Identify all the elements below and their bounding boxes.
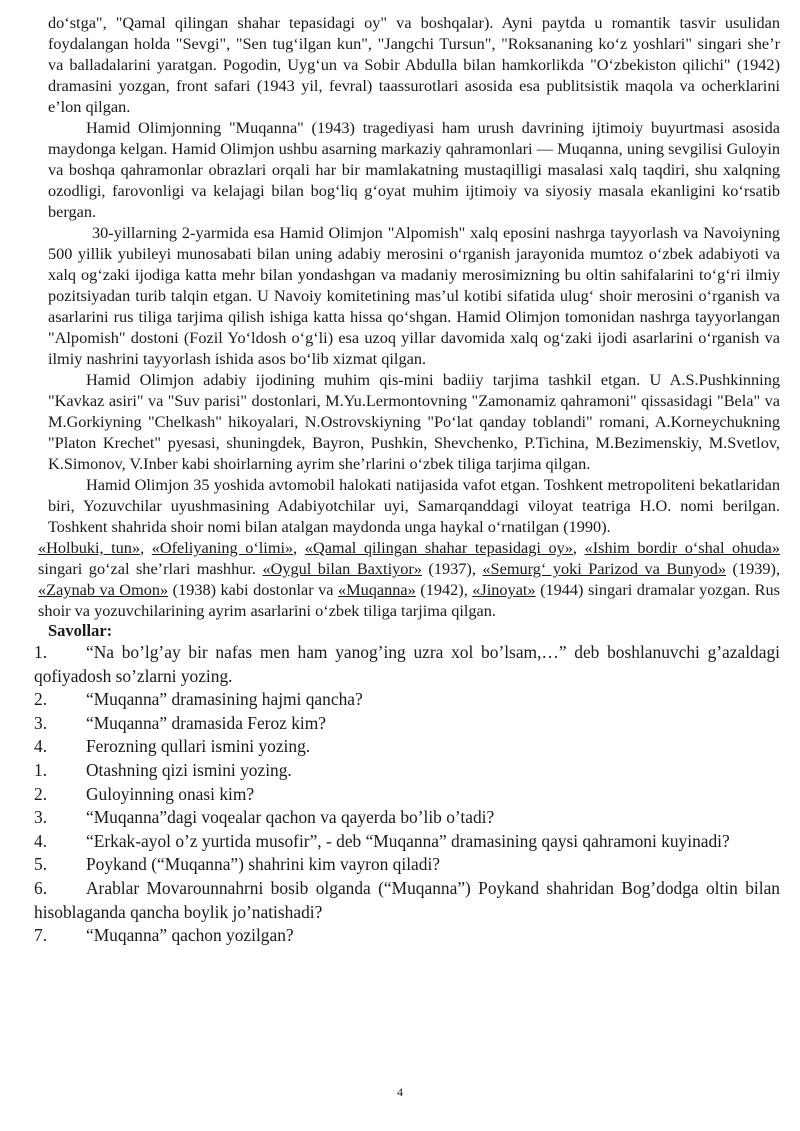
work-title-link[interactable]: «Holbuki, tun» [38,538,141,557]
works-text: singari go‘zal she’rlari mashhur. [38,559,263,578]
question-text: “Muqanna”dagi voqealar qachon va qayerda bo’lib o’tadi? [86,807,495,828]
question-item [34,759,780,783]
paragraph-1: do‘stga", "Qamal qilingan shahar tepasidagi oy" va boshqalar). Ayni paytda u romantik tasvir usulidan foydalangan holda "Sevgi", "Sen tug‘ilgan kun", "Jangchi Tursun", "Roksananing ko‘z yoshlari" singari she’r va balladalarini yaratgan. Pogodin, Uyg‘un va Sobir Abdulla bilan hamkorlikda "O‘zbekiston qilichi" (1942) dramasini yozgan, front safari (1943 yil, fevral) taassurotlari asosida esa publitsistik maqola va ocherklarini e’lon qilgan. [48,13,780,116]
works-text: (1937), [421,559,483,578]
question-number: 2. [34,783,48,804]
works-separator: , [572,538,585,557]
question-item [34,783,780,807]
works-list-paragraph [38,537,780,621]
work-title-link[interactable]: «Oygul bilan Baxtiyor» [262,559,422,578]
question-item [34,806,780,830]
work-title-link[interactable]: «Qamal qilingan shahar tepasidagi oy» [304,538,573,557]
question-number: 5. [34,854,48,875]
works-text: (1942), [415,580,473,599]
works-text: (1939), [726,559,781,578]
question-text: “Na bo’lg’ay bir nafas men ham yanog’ing uzra xol bo’lsam,…” deb boshlanuvchi g’azaldagi qofiyadosh so’zlarni yozing. [34,642,780,686]
question-item [34,641,780,688]
work-title-link[interactable]: «Ofeliyaning o‘limi» [151,538,294,557]
page-number: 4 [397,1085,403,1099]
question-item [34,853,780,877]
works-separator: , [293,538,305,557]
question-text: “Erkak-ayol o’z yurtida musofir”, - deb “Muqanna” dramasining qaysi qahramoni kuyinadi? [86,830,730,851]
question-item [34,712,780,736]
questions-list [34,641,780,948]
question-number: 3. [34,712,48,733]
question-text: Ferozning qullari ismini yozing. [86,736,311,757]
question-number: 1. [34,759,48,780]
question-text: “Muqanna” dramasida Feroz kim? [86,712,326,733]
question-number: 7. [34,925,48,946]
works-text: (1944) singari dramalar yozgan. Rus shoir va yozuvchilarining ayrim asarlarini o‘zbek tiliga tarjima qilgan. [38,580,781,620]
question-item [34,688,780,712]
question-item [34,735,780,759]
question-number: 2. [34,689,48,710]
paragraph-5: Hamid Olimjon 35 yoshida avtomobil halokati natijasida vafot etgan. Toshkent metropoliteni bekatlaridan biri, Yozuvchilar uyushmasining Adabiyotchilar uyi, Samarqanddagi viloyat teatriga H.O. nomi berilgan. Toshkent shahrida shoir nomi bilan atalgan maydonda unga haykal o‘rnatilgan (1990). [48,475,780,536]
question-text: Arablar Movarounnahrni bosib olganda (“Muqanna”) Poykand shahridan Bog’dodga oltin bilan hisoblaganda qancha boylik jo’natishadi? [34,877,780,922]
paragraph-4: Hamid Olimjon adabiy ijodining muhim qis-mini badiiy tarjima tashkil etgan. U A.S.Pushkinning "Kavkaz asiri" va "Suv parisi" dostonlari, M.Yu.Lermontovning "Zamonamiz qahramoni" qissasidagi "Bela" va M.Gorkiyning "Chelkash" hikoyalari, N.Ostrovskiyning "Po‘lat qanday toblandi" romani, A.Korneychukning "Platon Krechet" pyesasi, shuningdek, Bayron, Pushkin, Shevchenko, P.Tichina, M.Bezimenskiy, M.Svetlov, K.Simonov, V.Inber kabi shoirlarning ayrim she’rlarini o‘zbek tiliga tarjima qilgan. [48,370,780,473]
question-item [34,877,780,924]
question-number: 3. [34,807,48,828]
question-text: Poykand (“Muqanna”) shahrini kim vayron qiladi? [86,854,441,875]
paragraph-2: Hamid Olimjonning "Muqanna" (1943) tragediyasi ham urush davrining ijtimoiy buyurtmasi asosida maydonga kelgan. Hamid Olimjon ushbu asarning markaziy qahramonlari — Muqanna, uning sevgilisi Guloyin va boshqa qahramonlar obrazlari orqali har bir mamlakatning mustaqilligi masalasi xalq taqdiri, shu xalqning ozodligi, farovonligi va kelajagi bilan bog‘liq g‘oyat muhim ijtimoiy va siyosiy masala ekanligini ko‘rsatib bergan. [48,118,780,221]
question-text: Guloyinning onasi kim? [86,783,255,804]
question-item [34,924,780,948]
questions-heading: Savollar: [48,621,113,640]
question-number: 6. [34,877,48,898]
question-number: 4. [34,736,48,757]
work-title-link[interactable]: «Muqanna» [338,580,416,599]
question-text: “Muqanna” qachon yozilgan? [86,925,294,946]
work-title-link[interactable]: «Ishim bordir o‘shal ohuda» [584,538,780,557]
question-number: 4. [34,830,48,851]
work-title-link[interactable]: «Jinoyat» [472,580,536,599]
works-text: (1938) kabi dostonlar va [168,580,339,599]
question-text: “Muqanna” dramasining hajmi qancha? [86,689,363,710]
paragraph-3: 30-yillarning 2-yarmida esa Hamid Olimjon "Alpomish" xalq eposini nashrga tayyorlash va Navoiyning 500 yillik yubileyi munosabati bilan uning adabiy merosini o‘rganish jarayonida mumtoz o‘zbek adabiyoti va xalq og‘zaki ijodiga katta mehr bilan yondashgan va madaniy merosimizning bu oltin sahifalarini to‘g‘ri ilmiy pozitsiyadan turib talqin etgan. U Navoiy komitetining mas’ul kotibi sifatida ulug‘ shoir merosini o‘rganish va asarlarini rus tiliga tarjima qilish ishiga katta hissa qo‘shgan. Hamid Olimjon tomonidan nashrga tayyorlangan "Alpomish" dostoni (Fozil Yo‘ldosh o‘g‘li) esa uzoq yillar davomida xalq og‘zaki ijodi asarlarini o‘rganish va ilmiy nashrini tayyorlash ishida asos bo‘lib xizmat qilgan. [48,223,780,368]
work-title-link[interactable]: «Semurg‘ yoki Parizod va Bunyod» [482,559,727,578]
question-number: 1. [34,642,48,662]
question-item [34,830,780,854]
work-title-link[interactable]: «Zaynab va Omon» [38,580,169,599]
question-text: Otashning qizi ismini yozing. [86,759,292,780]
works-separator: , [140,538,152,557]
